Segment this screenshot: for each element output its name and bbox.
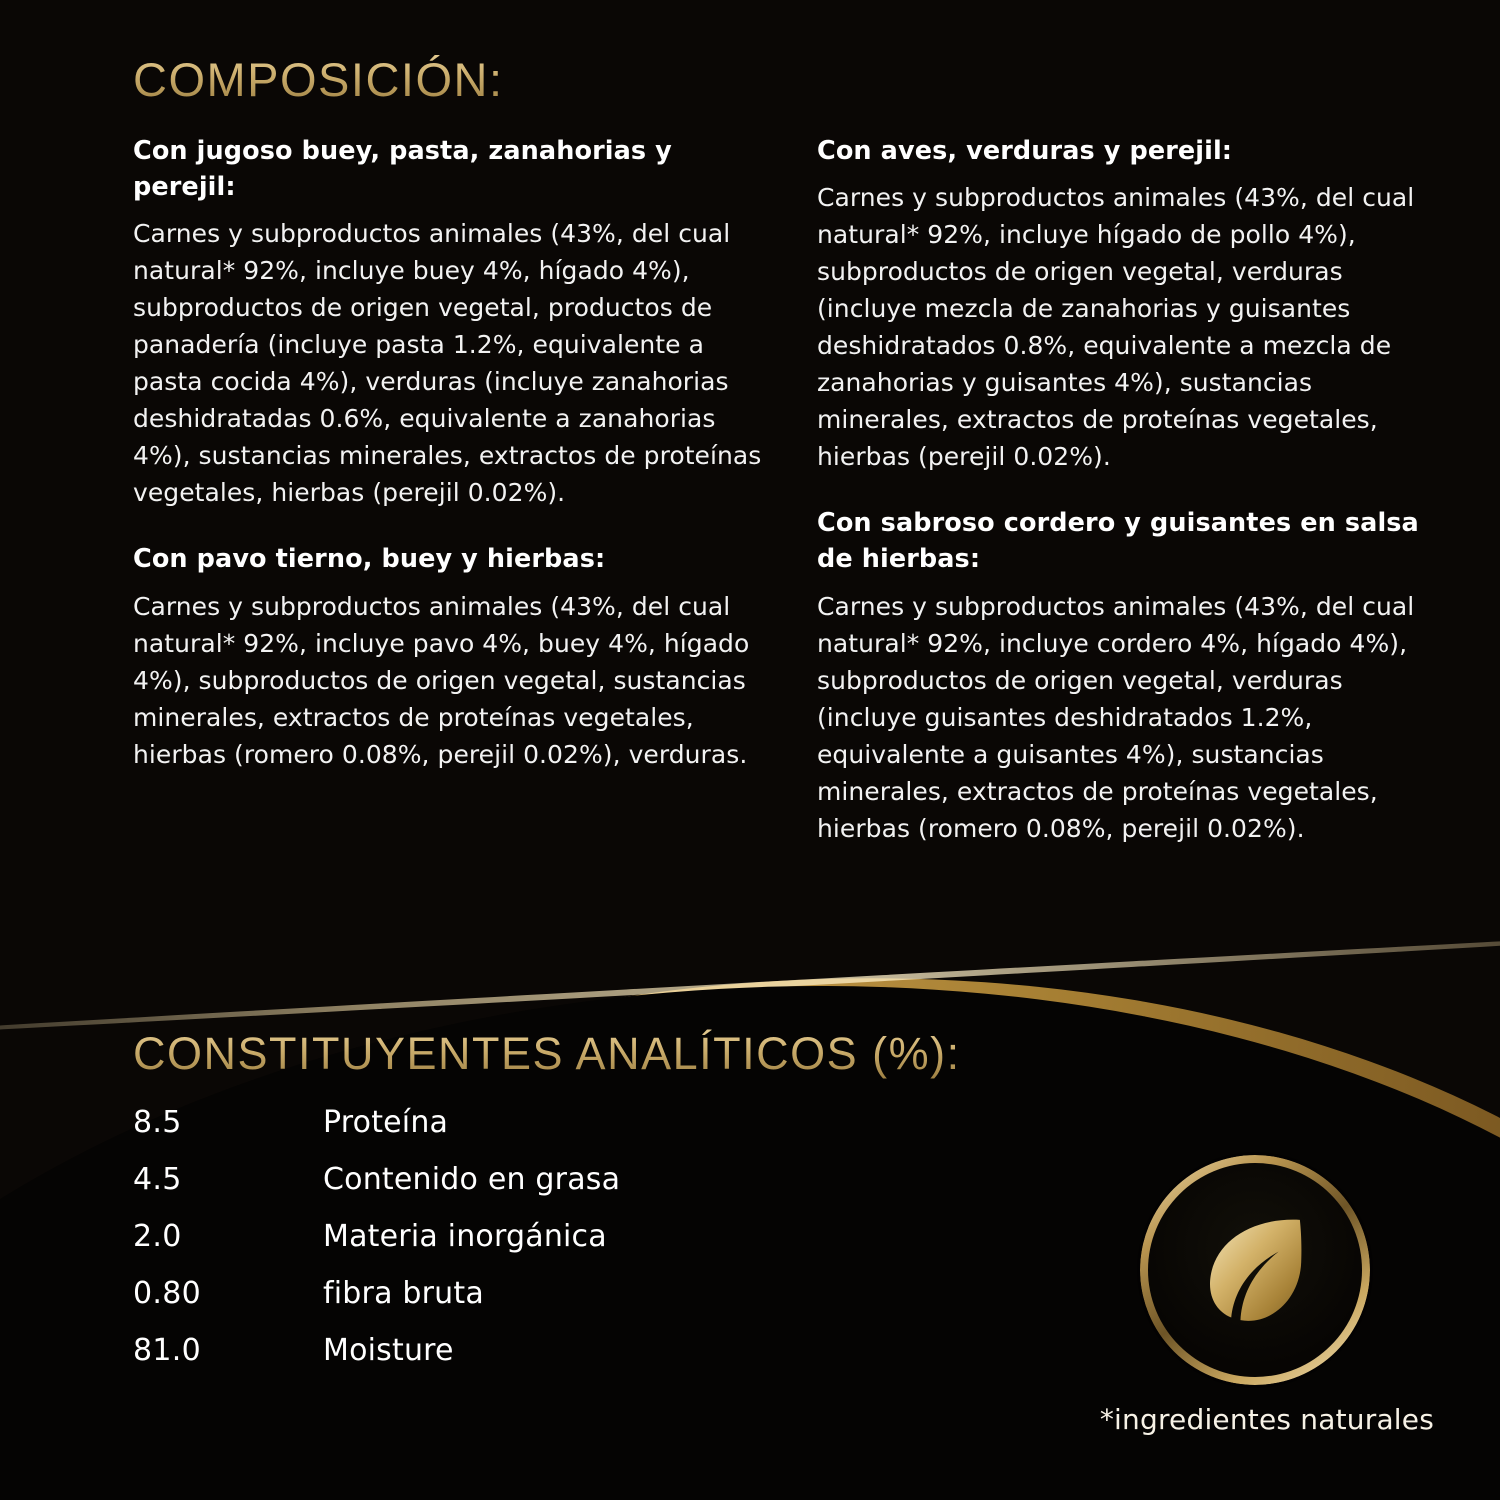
constituent-value: 0.80 bbox=[133, 1276, 201, 1311]
leaf-icon bbox=[1189, 1204, 1321, 1336]
constituent-label: Moisture bbox=[323, 1333, 454, 1368]
analytical-constituents-title: CONSTITUYENTES ANALÍTICOS (%): bbox=[133, 1028, 961, 1079]
variant-ingredients: Carnes y subproductos animales (43%, del cual natural* 92%, incluye buey 4%, hígado 4%), subproductos de origen vegetal, productos de panadería (incluye pasta 1.2%, equivalente a pasta cocida 4%), verduras (incluye zanahorias deshidratadas 0.6%, equivalente a zanahorias 4%), sustancias minerales, extractos de proteínas vegetales, hierbas (perejil 0.02%). bbox=[133, 219, 762, 508]
constituent-value: 81.0 bbox=[133, 1333, 201, 1368]
table-row bbox=[133, 1276, 833, 1333]
constituent-label: Materia inorgánica bbox=[323, 1219, 607, 1254]
composition-entry bbox=[133, 541, 765, 772]
constituent-value: 8.5 bbox=[133, 1105, 182, 1140]
composition-entry bbox=[817, 133, 1449, 475]
natural-ingredients-badge bbox=[1140, 1155, 1370, 1385]
badge-inner bbox=[1148, 1163, 1362, 1377]
constituent-label: Contenido en grasa bbox=[323, 1162, 621, 1197]
analytical-constituents-table bbox=[133, 1105, 833, 1390]
table-row bbox=[133, 1333, 833, 1390]
composition-title: COMPOSICIÓN: bbox=[133, 53, 504, 106]
variant-subtitle: Con pavo tierno, buey y hierbas: bbox=[133, 544, 606, 575]
variant-subtitle: Con jugoso buey, pasta, zanahorias y perejil: bbox=[133, 136, 672, 203]
constituent-value: 4.5 bbox=[133, 1162, 182, 1197]
composition-right-column bbox=[817, 133, 1449, 847]
variant-ingredients: Carnes y subproductos animales (43%, del cual natural* 92%, incluye hígado de pollo 4%), subproductos de origen vegetal, verduras (incluye mezcla de zanahorias y guisantes deshidratados 0.8%, equivalente a mezcla de zanahorias y guisantes 4%), sustancias minerales, extractos de proteínas vegetales, hierbas (perejil 0.02%). bbox=[817, 183, 1415, 472]
constituent-value: 2.0 bbox=[133, 1219, 182, 1254]
constituent-label: Proteína bbox=[323, 1105, 449, 1140]
table-row bbox=[133, 1219, 833, 1276]
composition-entry bbox=[133, 133, 765, 511]
variant-subtitle: Con sabroso cordero y guisantes en salsa de hierbas: bbox=[817, 508, 1419, 575]
variant-ingredients: Carnes y subproductos animales (43%, del cual natural* 92%, incluye cordero 4%, hígado 4%), subproductos de origen vegetal, verduras (incluye guisantes deshidratados 1.2%, equivalente a guisantes 4%), sustancias minerales, extractos de proteínas vegetales, hierbas (romero 0.08%, perejil 0.02%). bbox=[817, 591, 1415, 843]
table-row bbox=[133, 1105, 833, 1162]
composition-left-column bbox=[133, 133, 765, 773]
variant-ingredients: Carnes y subproductos animales (43%, del cual natural* 92%, incluye pavo 4%, buey 4%, hígado 4%), subproductos de origen vegetal, sustancias minerales, extractos de proteínas vegetales, hierbas (romero 0.08%, perejil 0.02%), verduras. bbox=[133, 591, 750, 769]
footnote-natural-ingredients: *ingredientes naturales bbox=[1099, 1403, 1434, 1436]
table-row bbox=[133, 1162, 833, 1219]
composition-entry bbox=[817, 505, 1449, 846]
constituent-label: fibra bruta bbox=[323, 1276, 484, 1311]
variant-subtitle: Con aves, verduras y perejil: bbox=[817, 136, 1233, 166]
